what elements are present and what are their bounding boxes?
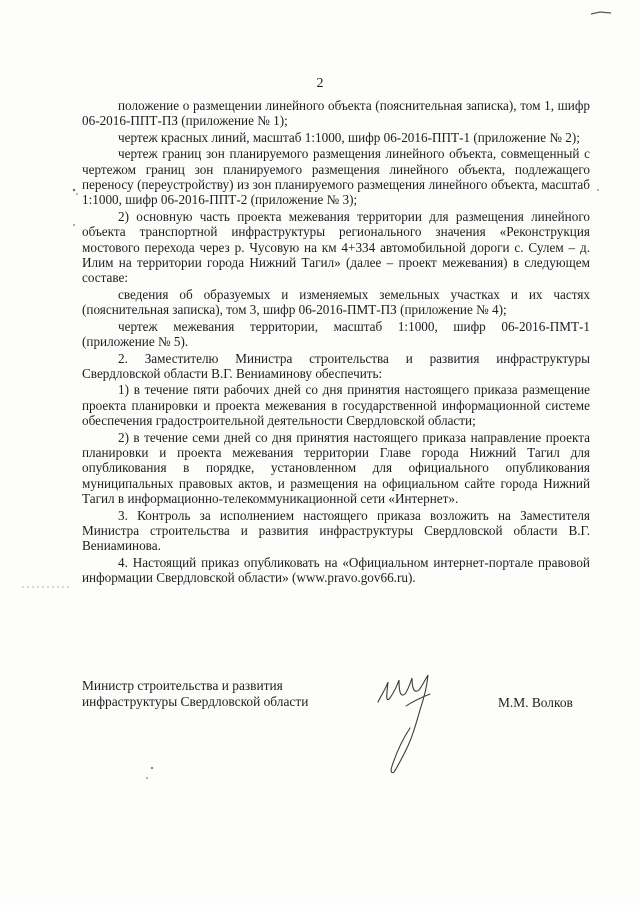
paragraph-pmt-pz: сведения об образуемых и изменяемых земельных участках и их частях (пояснительная записка), том 3, шифр 06-2016-ПМТ-ПЗ (приложение № 4); bbox=[82, 286, 590, 318]
paragraph-ppt-pz: положение о размещении линейного объекта (пояснительная записка), том 1, шифр 06-2016-ППТ-ПЗ (приложение № 1); bbox=[82, 98, 590, 129]
paragraph-item-3: 3. Контроль за исполнением настоящего приказа возложить на Заместителя Министра строительства и развития инфраструктуры Свердловской области В.Г. Вениаминова. bbox=[82, 507, 590, 554]
page-number: 2 bbox=[316, 76, 324, 91]
paragraph-pmt-1: чертеж межевания территории, масштаб 1:1000, шифр 06-2016-ПМТ-1 (приложение № 5). bbox=[82, 318, 590, 350]
paragraph-ppt-1: чертеж красных линий, масштаб 1:1000, шифр 06-2016-ППТ-1 (приложение № 2); bbox=[118, 129, 580, 145]
paragraph-pmt-main: 2) основную часть проекта межевания территории для размещения линейного объекта транспортной инфраструктуры регионального значения «Реконструкция мостового перехода через р. Чусовую на км 4+334 автомобильной дороги с. Сулем – д. Илим на территории города Нижний Тагил» (далее – проект межевания) в следующем составе: bbox=[82, 208, 590, 286]
paragraph-item-2: 2. Заместителю Министра строительства и развития инфраструктуры Свердловской области В.Г. Вениаминову обеспечить: bbox=[82, 350, 590, 381]
signatory-name: М.М. Волков bbox=[498, 695, 573, 710]
paragraph-item-2-2: 2) в течение семи дней со дня принятия настоящего приказа направление проекта планировки и проекта межевания территории Главе города Нижний Тагил для опубликования в порядке, установленном для официального опубликования муниципальных правовых актов, и размещения на официальном сайте города Нижний Тагил в информационно-телекоммуникационной сети «Интернет». bbox=[82, 429, 590, 507]
signatory-title bbox=[82, 678, 308, 710]
paragraph-item-4: 4. Настоящий приказ опубликовать на «Официальном интернет-портале правовой информации Свердловской области» (www.pravo.gov66.ru). bbox=[82, 554, 590, 586]
handwritten-signature bbox=[372, 668, 448, 780]
signatory-title-line-1: Министр строительства и развития bbox=[82, 678, 283, 693]
paragraph-ppt-2: чертеж границ зон планируемого размещения линейного объекта, совмещенный с чертежом границ зон планируемого размещения линейного объекта, подлежащего переносу (переустройству) из зон планируемого размещения линейного объекта, масштаб 1:1000, шифр 06-2016-ППТ-2 (приложение № 3); bbox=[82, 146, 590, 208]
paragraph-item-2-1: 1) в течение пяти рабочих дней со дня принятия настоящего приказа размещение проекта планировки и проекта межевания в государственной информационной системе обеспечения градостроительной деятельности Свердловской области; bbox=[82, 382, 590, 429]
document-body bbox=[82, 98, 590, 586]
scan-mark-icon bbox=[590, 10, 612, 16]
signatory-title-line-2: инфраструктуры Свердловской области bbox=[82, 694, 309, 709]
